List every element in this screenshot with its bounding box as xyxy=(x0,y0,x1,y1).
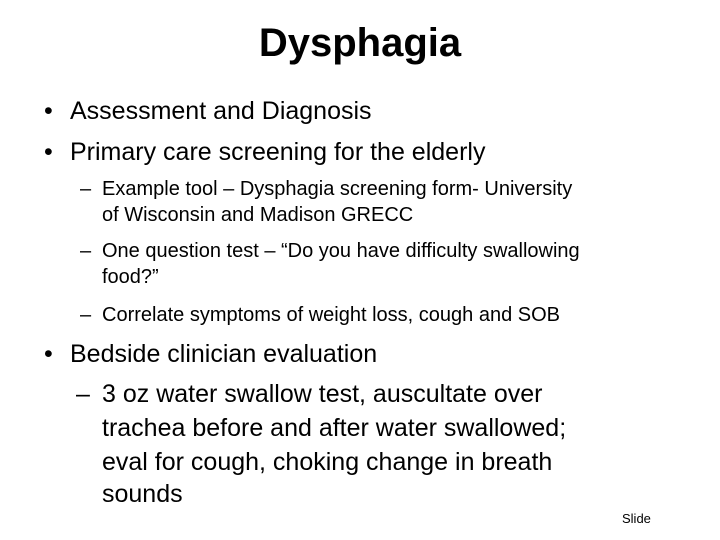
sub-bullet-line: sounds xyxy=(102,480,183,508)
sub-bullet-item xyxy=(80,302,700,328)
bullet-marker: • xyxy=(44,340,53,368)
sub-bullet-item xyxy=(76,378,676,506)
bullet-text: Primary care screening for the elderly xyxy=(70,138,486,166)
slide-title: Dysphagia xyxy=(258,21,462,65)
sub-bullet-marker: – xyxy=(76,380,90,408)
bullet-text: Assessment and Diagnosis xyxy=(70,97,372,125)
sub-bullet-line: of Wisconsin and Madison GRECC xyxy=(102,204,414,226)
bullet-marker: • xyxy=(44,97,53,125)
sub-bullet-item xyxy=(80,176,700,228)
bullet-text: Bedside clinician evaluation xyxy=(70,340,378,368)
sub-bullet-item xyxy=(80,238,700,290)
sub-bullet-marker: – xyxy=(80,304,92,326)
sub-bullet-marker: – xyxy=(80,240,92,262)
slide-footer-label: Slide xyxy=(622,511,651,526)
sub-bullet-line: eval for cough, choking change in breath xyxy=(102,448,553,476)
bullet-item xyxy=(44,95,684,127)
bullet-marker: • xyxy=(44,138,53,166)
sub-bullet-line: Correlate symptoms of weight loss, cough and SOB xyxy=(102,304,560,326)
sub-bullet-marker: – xyxy=(80,178,92,200)
sub-bullet-line: food?” xyxy=(102,266,159,288)
sub-bullet-line: Example tool – Dysphagia screening form- University xyxy=(102,178,573,200)
bullet-item xyxy=(44,338,684,370)
bullet-item xyxy=(44,136,684,168)
sub-bullet-line: 3 oz water swallow test, auscultate over xyxy=(102,380,543,408)
sub-bullet-line: One question test – “Do you have difficulty swallowing xyxy=(102,240,580,262)
sub-bullet-line: trachea before and after water swallowed; xyxy=(102,414,567,442)
